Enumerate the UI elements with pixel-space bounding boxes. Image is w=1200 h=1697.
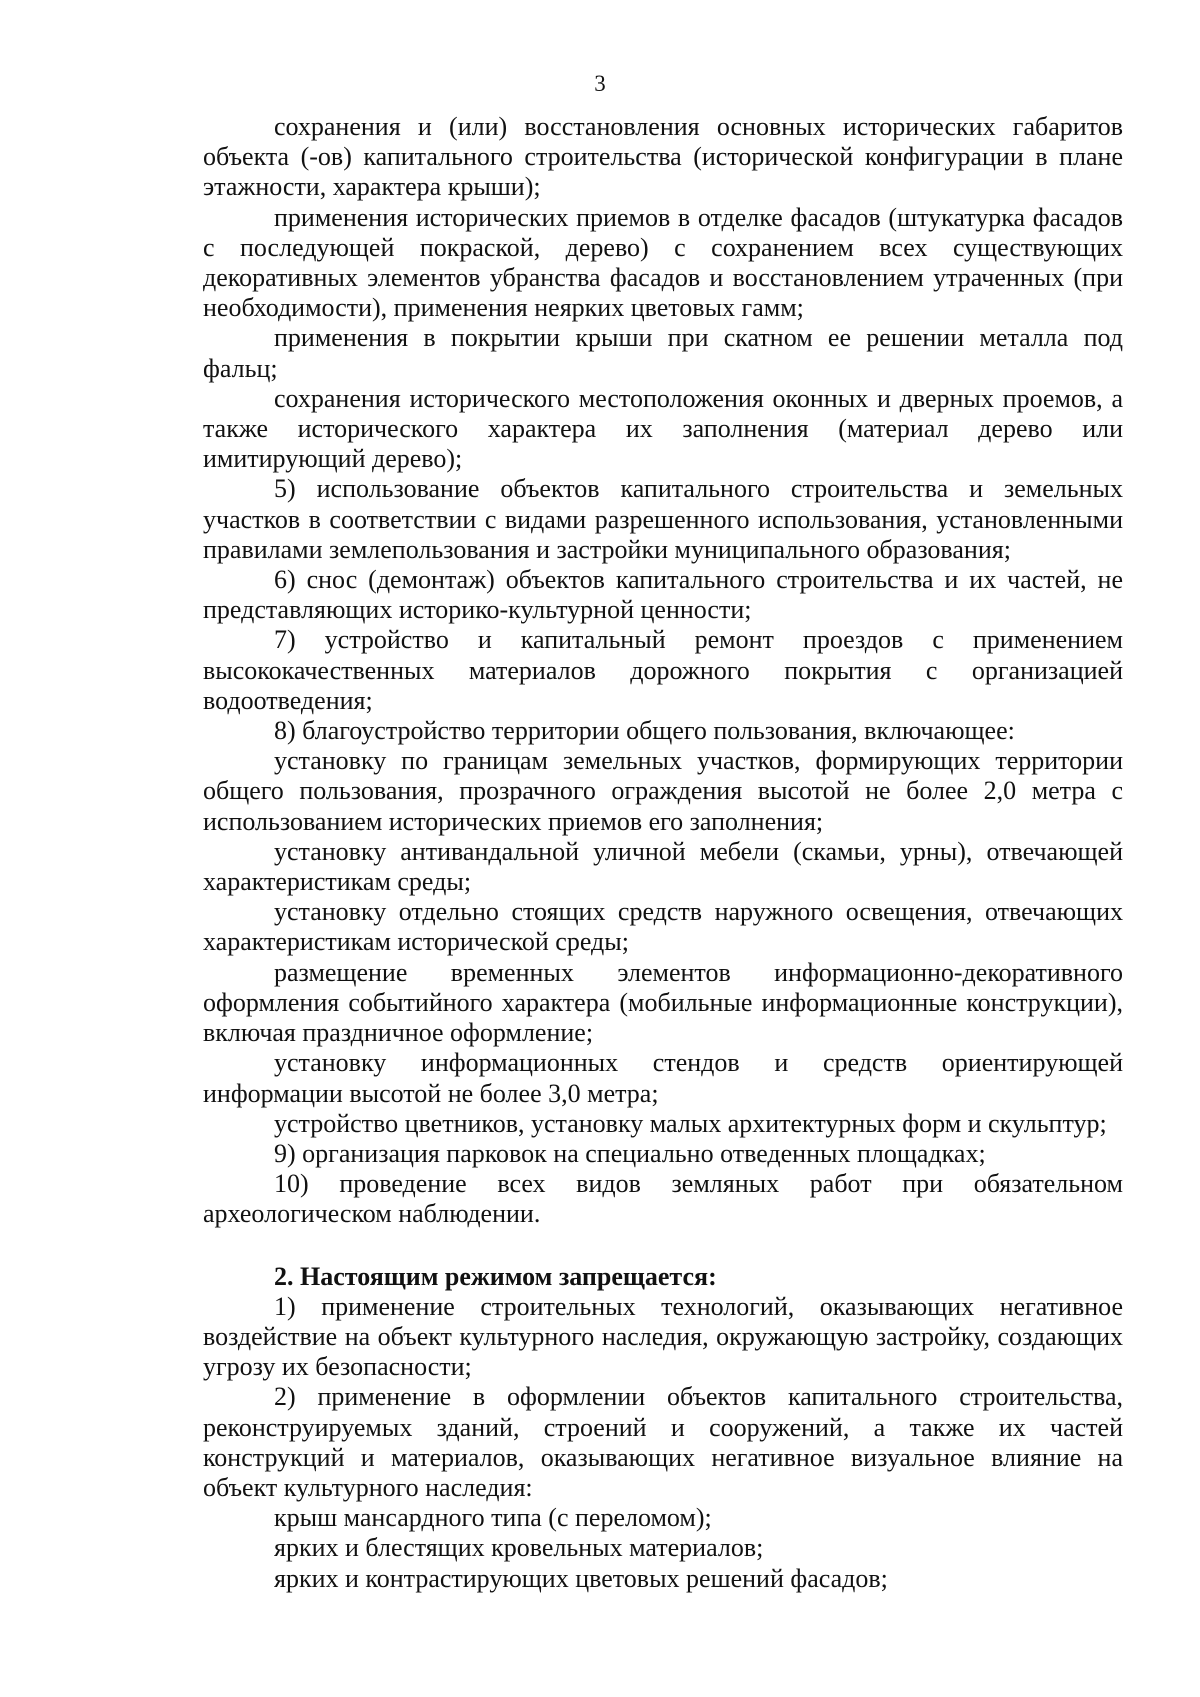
paragraph: 2) применение в оформлении объектов капитального строительства, реконструируемых зданий, строений и сооружений, а также их частей конструкций и материалов, оказывающих негативное визуальное влияние на объект культурного наследия: [203,1382,1123,1502]
paragraph: 5) использование объектов капитального строительства и земельных участков в соответствии с видами разрешенного использования, установленными правилами землепользования и застройки муниципального образования; [203,474,1123,564]
section-heading: 2. Настоящим режимом запрещается: [274,1261,717,1291]
paragraph: установку антивандальной уличной мебели (скамьи, урны), отвечающей характеристикам среды; [203,836,1123,897]
paragraph: ярких и контрастирующих цветовых решений фасадов; [274,1563,888,1593]
paragraph: установку по границам земельных участков, формирующих территории общего пользования, прозрачного ограждения высотой не более 2,0 метра с использованием исторических приемов его заполнения; [203,746,1123,836]
paragraph: 10) проведение всех видов земляных работ при обязательном археологическом наблюдении. [203,1169,1123,1229]
paragraph: применения в покрытии крыши при скатном ее решении металла под фальц; [203,323,1123,383]
document-body [203,112,1123,1594]
paragraph: 9) организация парковок на специально отведенных площадках; [274,1138,986,1168]
paragraph: ярких и блестящих кровельных материалов; [274,1533,764,1563]
paragraph: 1) применение строительных технологий, оказывающих негативное воздействие на объект культурного наследия, окружающую застройку, создающих угрозу их безопасности; [203,1291,1123,1382]
paragraph: установку отдельно стоящих средств наружного освещения, отвечающих характеристикам исторической среды; [203,897,1123,957]
paragraph: устройство цветников, установку малых архитектурных форм и скульптур; [274,1108,1107,1138]
paragraph: 8) благоустройство территории общего пользования, включающее: [274,716,1015,746]
paragraph: 6) снос (демонтаж) объектов капитального строительства и их частей, не представляющих историко-культурной ценности; [203,565,1123,625]
paragraph: применения исторических приемов в отделке фасадов (штукатурка фасадов с последующей покраской, дерево) с сохранением всех существующих декоративных элементов убранства фасадов и восстановлением утраченных (при необходимости), применения неярких цветовых гамм; [203,202,1123,323]
paragraph: размещение временных элементов информационно-декоративного оформления событийного характера (мобильные информационные конструкции), включая праздничное оформление; [203,957,1123,1048]
paragraph: сохранения и (или) восстановления основных исторических габаритов объекта (-ов) капитального строительства (исторической конфигурации в плане этажности, характера крыши); [203,112,1123,202]
paragraph: установку информационных стендов и средств ориентирующей информации высотой не более 3,0 метра; [203,1048,1123,1108]
page-number: 3 [594,71,606,96]
paragraph: сохранения исторического местоположения оконных и дверных проемов, а также исторического характера их заполнения (материал дерево или имитирующий дерево); [203,383,1123,474]
paragraph: 7) устройство и капитальный ремонт проездов с применением высококачественных материалов дорожного покрытия с организацией водоотведения; [203,625,1123,715]
paragraph: крыш мансардного типа (с переломом); [274,1503,712,1533]
